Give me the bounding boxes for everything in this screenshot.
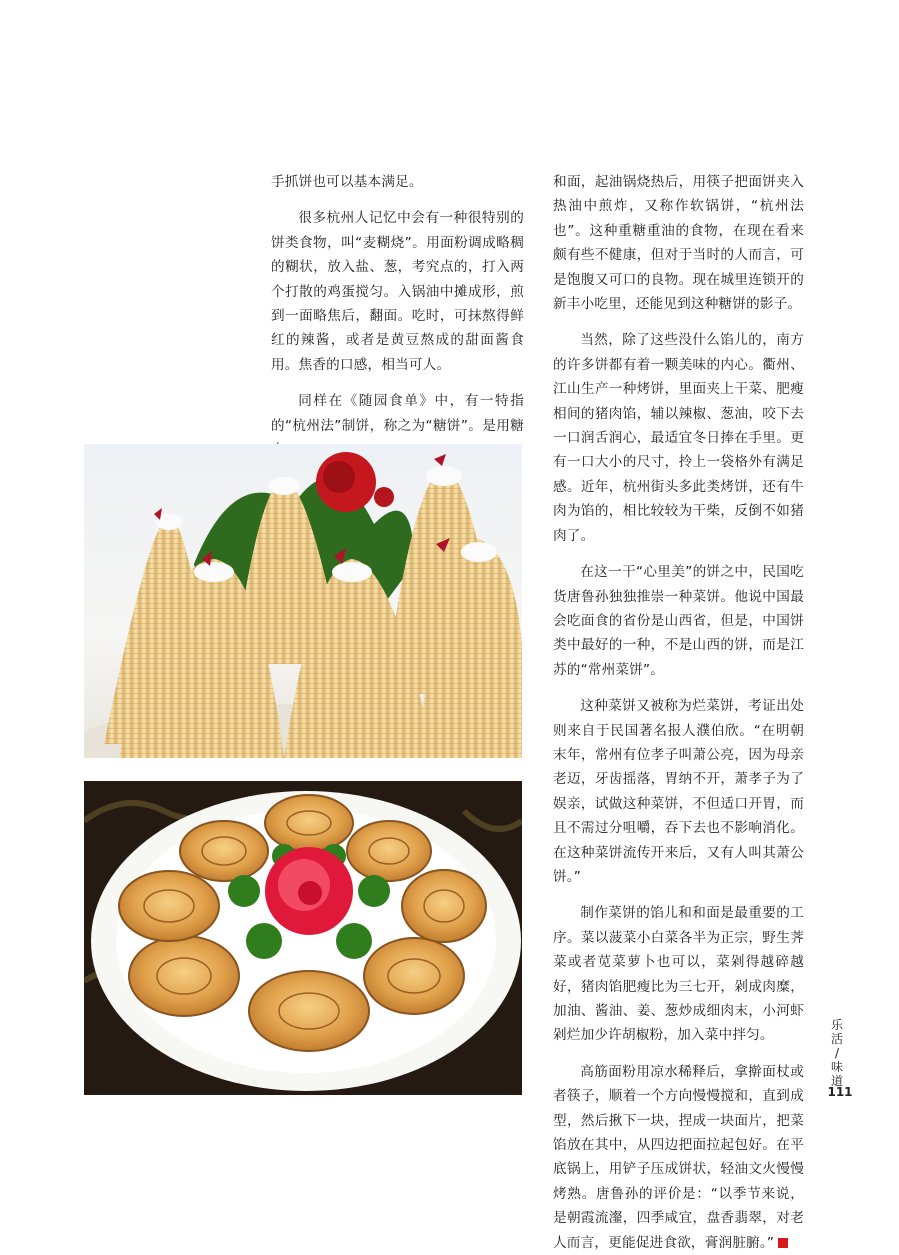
photo-swirl-pastries [84, 781, 522, 1095]
paragraph: 在这一干“心里美”的饼之中，民国吃货唐鲁孙独独推崇一种菜饼。他说中国最会吃面食的省份是山西省，但是，中国饼类中最好的一种，不是山西的饼，而是江苏的“常州菜饼”。 [553, 564, 804, 678]
paragraph: 这种菜饼又被称为烂菜饼，考证出处则来自于民国著名报人濮伯欣。“在明朝末年，常州有位孝子叫萧公亮，因为母亲老迈，牙齿摇落，胃纳不开，萧孝子为了娱亲，试做这种菜饼，不但适口开胃，而且不需过分咀嚼，吞下去也不影响消化。在这种菜饼流传开来后，又有人叫其萧公饼。” [553, 698, 804, 885]
section-label [826, 1018, 848, 1088]
text-column-left [271, 170, 524, 462]
photo-spiral-pastries [84, 444, 522, 758]
final-paragraph [553, 1060, 804, 1255]
text-column-right [553, 170, 804, 1255]
paragraph: 同样在《随园食单》中，有一特指的“杭州法”制饼，称之为“糖饼”。是用糖 [271, 393, 524, 434]
paragraph: 制作菜饼的馅儿和和面是最重要的工序。菜以菠菜小白菜各半为正宗，野生荠菜或者苋菜萝卜也可以，菜剁得越碎越好，猪肉馅肥瘦比为三七开，剁成肉糜，加油、酱油、姜、葱炒成细肉末，小河虾剁烂加少许胡椒粉，加入菜中拌匀。 [553, 905, 804, 1044]
section-label-bottom: 味道 [830, 1060, 843, 1088]
paragraph: 和面，起油锅烧热后，用筷子把面饼夹入热油中煎炸，又称作软锅饼，“杭州法也”。这种重糖重油的食物，在现在看来颇有些不健康，但对于当时的人而言，可是饱腹又可口的良物。现在城里连锁开的新丰小吃里，还能见到这种糖饼的影子。 [553, 174, 804, 313]
paragraph: 当然，除了这些没什么馅儿的，南方的许多饼都有着一颗美味的内心。衢州、江山生产一种烤饼，里面夹上干菜、肥瘦相间的猪肉馅，辅以辣椒、葱油，咬下去一口润舌润心，最适宜冬日捧在手里。更有一口大小的尺寸，拎上一袋格外有满足感。近年，杭州街头多此类烤饼，还有牛肉为馅的，相比较较为干柴，反倒不如猪肉了。 [553, 332, 804, 544]
paragraph: 手抓饼也可以基本满足。 [271, 174, 423, 190]
paragraph-text: 高筋面粉用凉水稀释后，拿擀面杖或者筷子，顺着一个方向慢慢搅和，直到成型，然后揪下一块，捏成一块面片，把菜馅放在其中，从四边把面拉起包好。在平底锅上，用铲子压成饼状，轻油文火慢慢烤熟。唐鲁孙的评价是：“以季节来说，是朝霞流瀣，四季咸宜，盘香翡翠，对老人而言，更能促进食欲，膏润脏腑。” [553, 1063, 804, 1251]
end-mark-icon [778, 1238, 788, 1248]
section-label-top: 乐活 [830, 1018, 843, 1046]
page-number: 111 [827, 1085, 853, 1099]
paragraph: 很多杭州人记忆中会有一种很特别的饼类食物，叫“麦糊烧”。用面粉调成略稠的糊状，放入盐、葱，考究点的，打入两个打散的鸡蛋搅匀。入锅油中摊成形，煎到一面略焦后，翻面。吃时，可抹熬得鲜红的辣酱，或者是黄豆熬成的甜面酱食用。焦香的口感，相当可人。 [271, 210, 524, 373]
spiral-pastries-illustration [84, 444, 522, 758]
swirl-pastries-illustration [84, 781, 522, 1095]
section-label-separator: / [834, 1046, 840, 1060]
